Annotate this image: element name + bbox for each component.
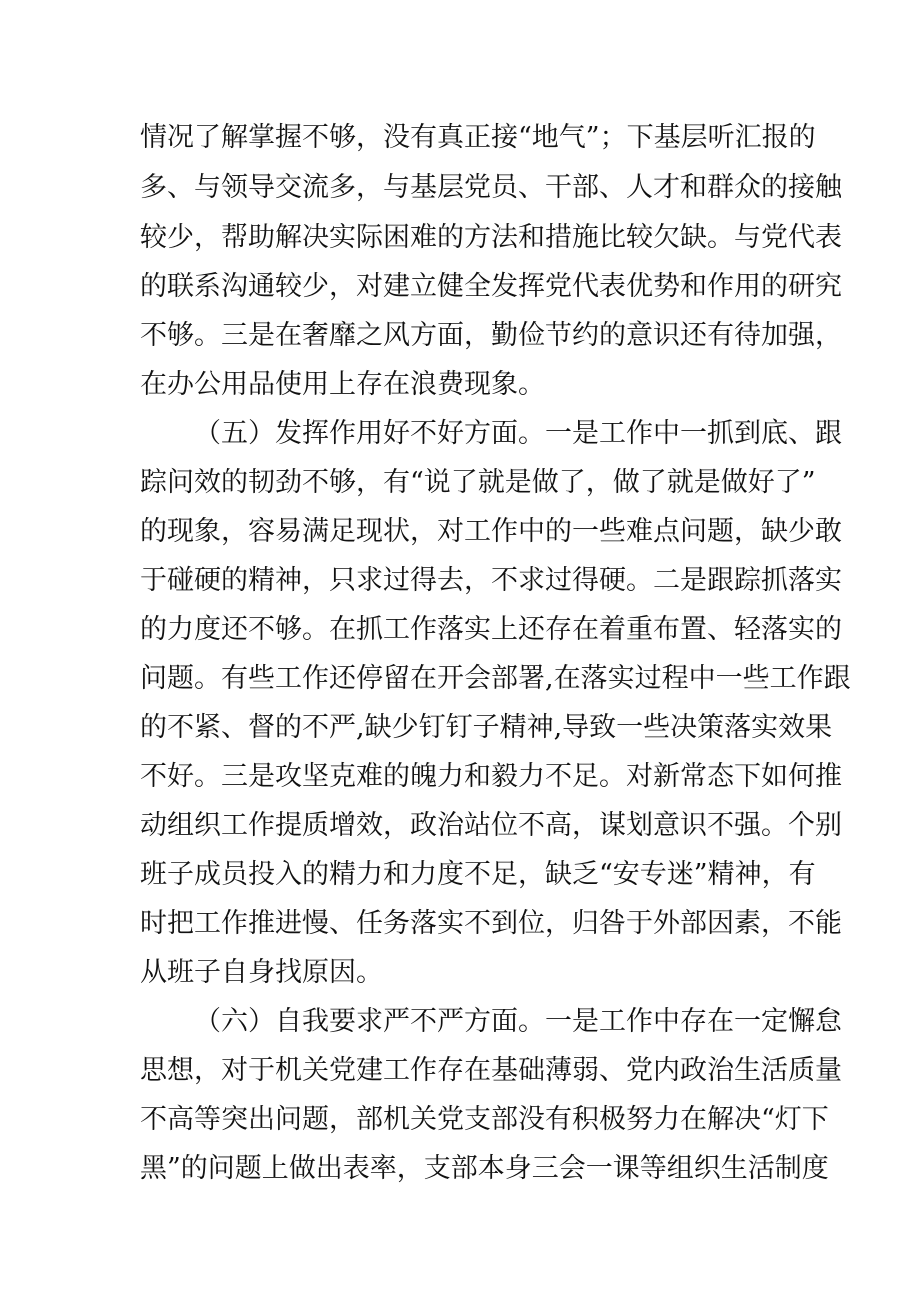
text-line: 的力度还不够。在抓工作落实上还存在着重布置、轻落实的 [140, 614, 842, 645]
text-line: 不好。三是攻坚克难的魄力和毅力不足。对新常态下如何推 [140, 761, 842, 792]
text-line: 从班子自身找原因。 [140, 957, 383, 988]
text-line: 问题。有些工作还停留在开会部署,在落实过程中一些工作跟 [140, 663, 851, 694]
text-line: 情况了解掌握不够，没有真正接“地气”；下基层听汇报的 [140, 122, 816, 153]
text-line: 的不紧、督的不严,缺少钉钉子精神,导致一些决策落实效果 [140, 712, 833, 743]
text-line: 黑”的问题上做出表率，支部本身三会一课等组织生活制度 [140, 1153, 829, 1184]
text-line: （六）自我要求严不严方面。一是工作中存在一定懈怠 [194, 1006, 842, 1037]
text-line: 踪问效的韧劲不够，有“说了就是做了，做了就是做好了” [140, 467, 816, 498]
text-line: 思想，对于机关党建工作存在基础薄弱、党内政治生活质量 [140, 1055, 842, 1086]
text-line: 动组织工作提质增效，政治站位不高，谋划意识不强。个别 [140, 810, 842, 841]
text-line: （五）发挥作用好不好方面。一是工作中一抓到底、跟 [194, 418, 842, 449]
text-line: 的联系沟通较少，对建立健全发挥党代表优势和作用的研究 [140, 271, 842, 302]
text-line: 于碰硬的精神，只求过得去，不求过得硬。二是跟踪抓落实 [140, 565, 842, 596]
text-line: 不高等突出问题，部机关党支部没有积极努力在解决“灯下 [140, 1104, 829, 1135]
text-line: 在办公用品使用上存在浪费现象。 [140, 369, 545, 400]
text-line: 班子成员投入的精力和力度不足，缺乏“安专迷”精神，有 [140, 859, 816, 890]
text-line: 较少，帮助解决实际困难的方法和措施比较欠缺。与党代表 [140, 222, 842, 253]
text-line: 的现象，容易满足现状，对工作中的一些难点问题，缺少敢 [140, 516, 842, 547]
text-line: 时把工作推进慢、任务落实不到位，归咎于外部因素，不能 [140, 908, 842, 939]
text-line: 多、与领导交流多，与基层党员、干部、人才和群众的接触 [140, 172, 842, 203]
text-line: 不够。三是在奢靡之风方面，勤俭节约的意识还有待加强， [140, 320, 842, 351]
